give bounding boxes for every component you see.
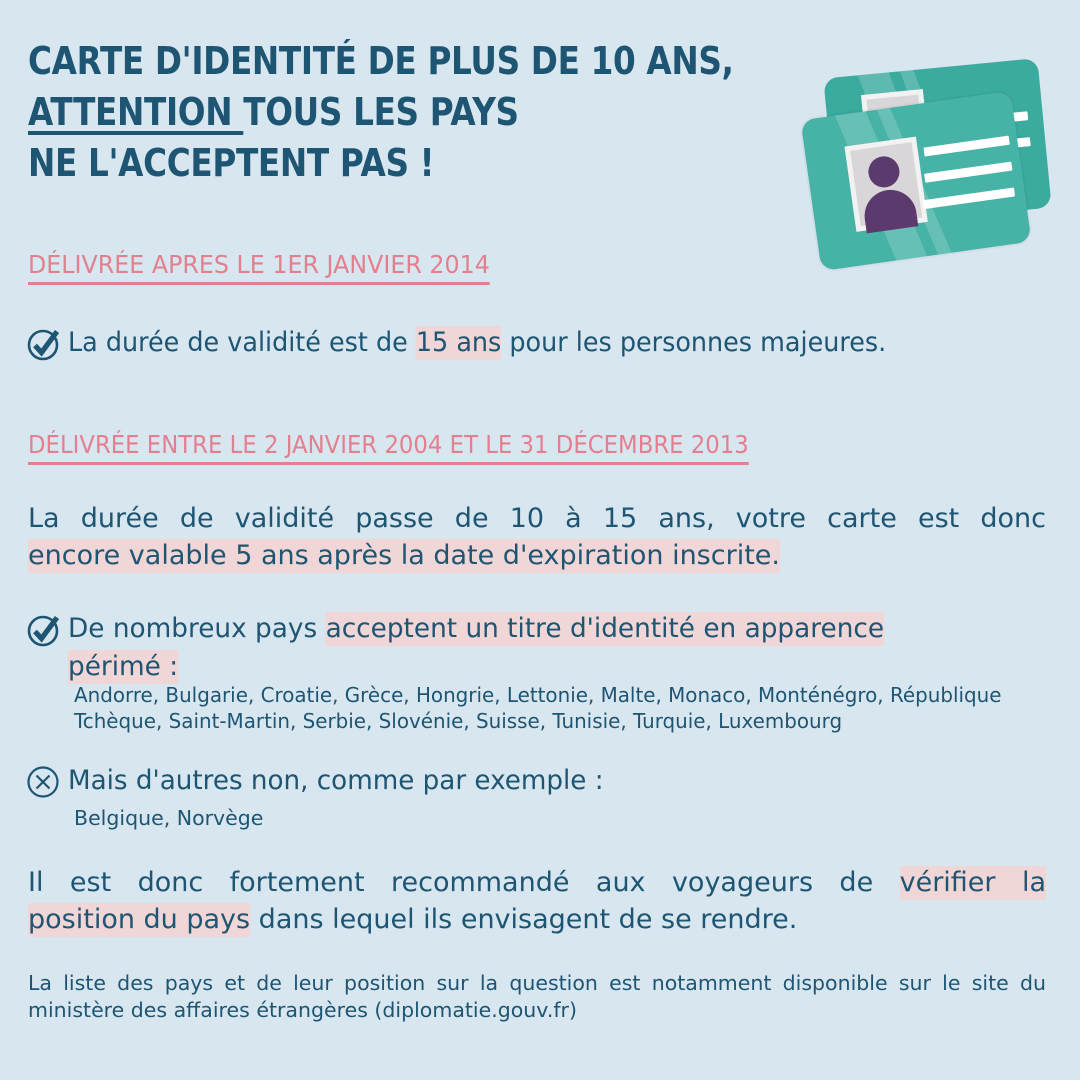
recommendation-line-2 — [28, 901, 1046, 938]
recommendation-line-2-after: dans lequel ils envisagent de se rendre. — [250, 904, 798, 935]
recommendation-line-1 — [28, 864, 1046, 901]
avatar-head-icon — [866, 154, 901, 189]
validity-majors-text-after: pour les personnes majeures. — [501, 327, 887, 358]
title-line-2-rest: TOUS LES PAYS — [243, 90, 519, 134]
section-heading-between-2004-2013: DÉLIVRÉE ENTRE LE 2 JANVIER 2004 ET LE 31 DÉCEMBRE 2013 — [28, 430, 749, 465]
page-title — [28, 36, 808, 189]
title-line-1: CARTE D'IDENTITÉ DE PLUS DE 10 ANS, — [28, 39, 734, 83]
title-attention-underlined: ATTENTION — [28, 90, 244, 134]
refusing-countries-row — [26, 762, 926, 800]
card-text-line — [924, 162, 1012, 183]
id-cards-illustration — [790, 60, 1050, 290]
title-line-2 — [28, 87, 699, 138]
card-photo — [845, 137, 928, 232]
x-circle-icon — [26, 764, 68, 800]
section-heading-after-2014: DÉLIVRÉE APRES LE 1ER JANVIER 2014 — [28, 250, 490, 285]
footnote-line-1: La liste des pays et de leur position sur la question est notamment disponible sur le site du — [28, 971, 1046, 995]
validity-majors-text — [68, 324, 886, 362]
validity-extension-line-1: La durée de validité passe de 10 à 15 ans, votre carte est donc — [28, 503, 1046, 534]
footnote — [28, 970, 1046, 1024]
refusing-countries-list: Belgique, Norvège — [74, 806, 264, 830]
accepting-countries-text — [68, 610, 1047, 686]
check-circle-icon — [26, 612, 68, 648]
validity-majors-row — [26, 324, 1066, 362]
recommendation-highlight-2: position du pays — [28, 904, 251, 935]
validity-majors-highlight: 15 ans — [415, 327, 502, 358]
card-text-line — [923, 187, 1015, 209]
validity-extension-paragraph — [28, 500, 1046, 574]
recommendation-paragraph — [28, 864, 1046, 938]
avatar-body-icon — [861, 187, 918, 234]
validity-majors-text-before: La durée de validité est de — [68, 327, 416, 358]
refusing-countries-text: Mais d'autres non, comme par exemple : — [68, 765, 604, 796]
id-card-front — [800, 91, 1031, 271]
footnote-line-2: ministère des affaires étrangères (diplomatie.gouv.fr) — [28, 998, 577, 1022]
validity-extension-line-2 — [28, 537, 1046, 574]
title-line-3: NE L'ACCEPTENT PAS ! — [28, 141, 435, 185]
accepting-text-before: De nombreux pays — [68, 613, 326, 644]
accepting-highlight-line-1: acceptent un titre d'identité en apparence — [325, 613, 885, 644]
card-text-line — [923, 136, 1009, 157]
accepting-countries-row — [26, 610, 1072, 686]
check-circle-icon — [26, 326, 68, 362]
accepting-highlight-line-2: périmé : — [68, 651, 179, 682]
recommendation-highlight-1: vérifier la — [899, 867, 1046, 898]
validity-extension-highlight: encore valable 5 ans après la date d'expiration inscrite. — [28, 540, 780, 571]
recommendation-line-1-before: Il est donc fortement recommandé aux voyageurs de — [28, 867, 900, 898]
accepting-countries-list: Andorre, Bulgarie, Croatie, Grèce, Hongrie, Lettonie, Malte, Monaco, Monténégro, République Tchèque, Saint-Martin, Serbie, Slovénie, Suisse, Tunisie, Turquie, Luxembourg — [74, 683, 1002, 733]
